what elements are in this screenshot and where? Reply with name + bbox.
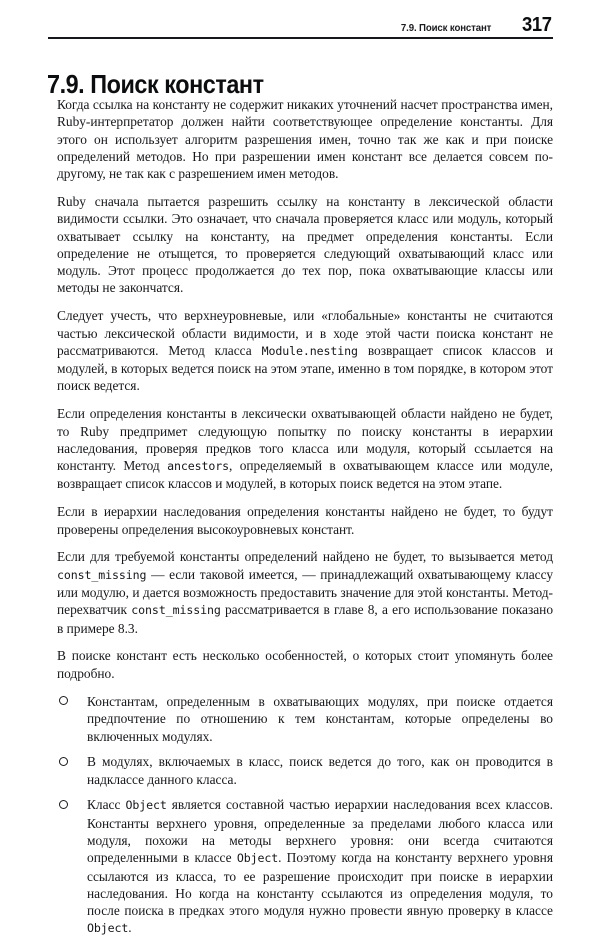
body-paragraph: Если для требуемой константы определений найдено не будет, то вызывается метод const_missing — если таковой имеется, — принадлежащий охватывающему классу или модулю, и дается возможность предоставить значение для этой константы. Метод-перехватчик const_missing рассматривается в главе 8, а его использование показано в примере 8.3.: [57, 549, 553, 636]
body-paragraph: Следует учесть, что верхнеуровневые, или «глобальные» константы не считаются частью лексической области видимости, и в ходе этой части поиска констант не рассматриваются. Метод класса Module.nesting возвращает список классов и модулей, в которых ведется поиск на этом этапе, именно в том порядке, в котором этот поиск ведется.: [57, 308, 553, 394]
inline-code: Object: [236, 851, 279, 866]
inline-code: ancestors: [167, 459, 230, 474]
list-item: [57, 796, 553, 937]
body-paragraph: В поиске констант есть несколько особенностей, о которых стоит упомянуть более подробно.: [57, 648, 553, 681]
body-paragraph: Если определения константы в лексически охватывающей области найдено не будет, то Ruby предпримет следующую попытку по поиску константы в иерархии наследования, проверяя предков того класса или модуля, который ссылается на константу. Метод ancestors, определяемый в охватывающем классе или модуле, возвращает список классов и модулей, в которых поиск ведется на этом этапе.: [57, 406, 553, 492]
list-item-text: Константам, определенным в охватывающих модулях, при поиске отдается предпочтение по отношению к тем константам, которые определены во включенных модулях.: [87, 693, 553, 744]
text-column: [57, 96, 553, 938]
body-paragraph: Когда ссылка на константу не содержит никаких уточнений насчет пространства имен, Ruby-интерпретатор должен найти соответствующее определение константы. Для этого он использует алгоритм разрешения имен, точно так же как и при поиске определений методов. Но при разрешении имен констант все делается совсем по-другому, не так как с разрешением имен методов.: [57, 97, 553, 182]
list-item-text: Класс Object является составной частью иерархии наследования всех классов. Константы верхнего уровня, определенные за пределами любого класса или модуля, похожи на методы верхнего уровня: они всегда считаются определенными в классе Object. Поэтому когда на константу верхнего уровня ссылаются из класса, то ее разрешение происходит при поиске в иерархии наследования. Но когда на константу ссылаются из определения модуля, то после поиска в предках этого модуля нужно провести явную проверку в классе Object.: [87, 797, 553, 936]
header-rule: [48, 37, 553, 39]
list-item: [57, 753, 553, 788]
running-head-title: 7.9. Поиск констант: [400, 22, 492, 34]
inline-code: Object: [87, 921, 129, 936]
body-paragraph: Если в иерархии наследования определения константы найдено не будет, то будут проверены определения высокоуровневых констант.: [57, 504, 553, 537]
hollow-circle-bullet-icon: [59, 757, 68, 766]
inline-code: const_missing: [57, 567, 147, 582]
body-paragraph: Ruby сначала пытается разрешить ссылку на константу в лексической области видимости ссылки. Это означает, что сначала проверяется класс или модуль, который охватывает ссылку на константу, на предмет определения константы. Если определение не отыщется, то проверяется следующий охватывающий класс или модуль. Этот процесс продолжается до тех пор, пока охватывающие классы или методы не закончатся.: [57, 193, 553, 296]
inline-code: Module.nesting: [261, 343, 358, 358]
hollow-circle-bullet-icon: [59, 800, 68, 809]
section-heading: 7.9. Поиск констант: [47, 69, 264, 100]
hollow-circle-bullet-icon: [59, 696, 68, 705]
list-item-text: В модулях, включаемых в класс, поиск ведется до того, как он проводится в надклассе данного класса.: [87, 754, 553, 787]
inline-code: Object: [125, 798, 167, 813]
paragraph-container: [57, 96, 553, 682]
bullet-list: [57, 693, 553, 938]
running-head: [48, 14, 553, 37]
inline-code: const_missing: [131, 603, 221, 618]
page-number: 317: [521, 14, 552, 36]
list-item: [57, 693, 553, 745]
